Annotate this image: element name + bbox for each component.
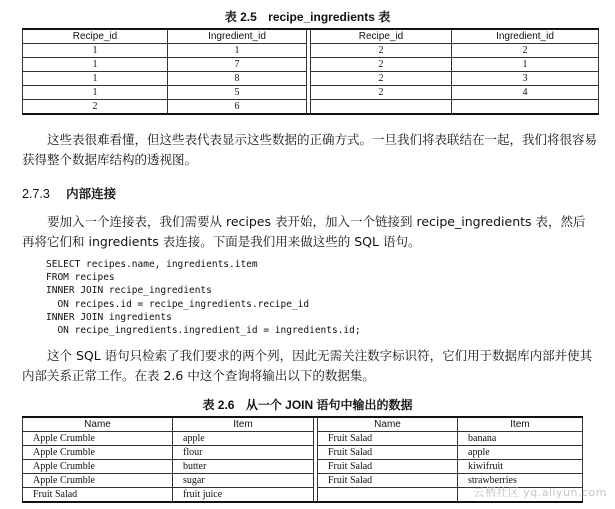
column-header: Ingredient_id: [168, 29, 307, 44]
table-row: [23, 446, 583, 460]
table-2-5-caption: [0, 8, 615, 25]
table-cell: 7: [168, 58, 307, 72]
table-cell: 1: [168, 44, 307, 58]
sql-line: ON recipes.id = recipe_ingredients.recipe_id: [46, 298, 310, 310]
table-2-6-caption: [0, 396, 615, 413]
table-cell: 3: [452, 72, 599, 86]
table-cell: 5: [168, 86, 307, 100]
sql-line: INNER JOIN recipe_ingredients: [46, 285, 212, 297]
table-cell: [318, 488, 458, 503]
sql-line: ON recipe_ingredients.ingredient_id = ingredients.id;: [46, 325, 361, 337]
table-cell: Fruit Salad: [23, 488, 173, 503]
column-header: Item: [458, 417, 583, 432]
table-cell: 2: [311, 58, 452, 72]
table-cell: 4: [452, 86, 599, 100]
table-cell: 1: [23, 44, 168, 58]
paragraph-table-explanation: 这些表很难看懂，但这些表代表显示这些数据的正确方式。一旦我们将表联结在一起，我们将很容易获得整个数据库结构的透视图。: [22, 132, 598, 167]
site-watermark: 云栖社区 yq.aliyun.com: [473, 486, 607, 499]
table-row: [23, 44, 599, 58]
table-cell: fruit juice: [173, 488, 314, 503]
table-cell: banana: [458, 432, 583, 446]
table-cell: apple: [458, 446, 583, 460]
table-row: [23, 432, 583, 446]
table-cell: Fruit Salad: [318, 474, 458, 488]
section-number: 2.7.3: [22, 187, 50, 201]
table-cell: 1: [23, 72, 168, 86]
table-cell: Fruit Salad: [318, 432, 458, 446]
section-title: 内部连接: [66, 186, 117, 201]
table-cell: Apple Crumble: [23, 460, 173, 474]
table-cell: kiwifruit: [458, 460, 583, 474]
table-row: [23, 460, 583, 474]
column-header: Item: [173, 417, 314, 432]
table-cell: Apple Crumble: [23, 432, 173, 446]
table-cell: 1: [452, 58, 599, 72]
column-header: Ingredient_id: [452, 29, 599, 44]
table-row: [23, 86, 599, 100]
table-cell: butter: [173, 460, 314, 474]
table-cell: sugar: [173, 474, 314, 488]
table-cell: [452, 100, 599, 115]
table-2-6-title: 从一个 JOIN 语句中输出的数据: [245, 398, 413, 412]
table-cell: 1: [23, 58, 168, 72]
table-cell: Apple Crumble: [23, 446, 173, 460]
table-cell: Fruit Salad: [318, 460, 458, 474]
sql-code-block: [46, 258, 361, 337]
column-header: Name: [23, 417, 173, 432]
column-header: Name: [318, 417, 458, 432]
table-2-6-number: 表 2.6: [202, 398, 235, 412]
table-cell: [311, 100, 452, 115]
column-header: Recipe_id: [23, 29, 168, 44]
table-row: [23, 72, 599, 86]
table-cell: 2: [311, 72, 452, 86]
table-cell: flour: [173, 446, 314, 460]
table-cell: apple: [173, 432, 314, 446]
table-cell: 8: [168, 72, 307, 86]
table-cell: 2: [23, 100, 168, 115]
table-cell: 6: [168, 100, 307, 115]
table-cell: strawberries: [458, 474, 583, 488]
table-row: [23, 100, 599, 115]
paragraph-query-result: 这个 SQL 语句只检索了我们要求的两个列，因此无需关注数字标识符，它们用于数据库内部并使其内部关系正常工作。在表 2.6 中这个查询将输出以下的数据集。: [22, 348, 593, 383]
table-cell: Fruit Salad: [318, 446, 458, 460]
table-2-5-number: 表 2.5: [224, 10, 257, 24]
section-heading: [22, 184, 116, 202]
table-cell: 1: [23, 86, 168, 100]
table-row: [23, 58, 599, 72]
sql-line: INNER JOIN ingredients: [46, 311, 172, 323]
recipe-ingredients-table: [22, 28, 599, 115]
table-cell: 2: [311, 44, 452, 58]
table-cell: 2: [452, 44, 599, 58]
table-cell: Apple Crumble: [23, 474, 173, 488]
sql-line: SELECT recipes.name, ingredients.item: [46, 259, 258, 270]
table-2-5-title: recipe_ingredients 表: [268, 10, 391, 24]
table-cell: 2: [311, 86, 452, 100]
paragraph-join-intro: 要加入一个连接表，我们需要从 recipes 表开始，加入一个链接到 recipe_ingredients 表，然后再将它们和 ingredients 表连接。下面是我们用来做这些的 SQL 语句。: [22, 214, 586, 249]
sql-line: FROM recipes: [46, 272, 115, 284]
column-header: Recipe_id: [311, 29, 452, 44]
